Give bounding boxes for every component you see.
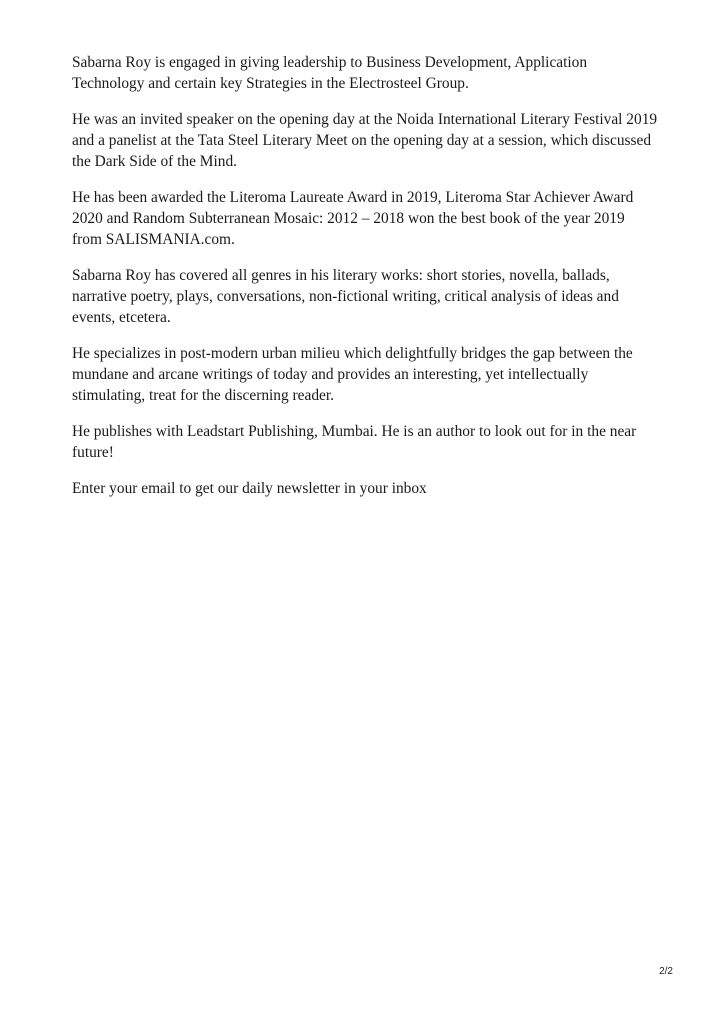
paragraph-awards: He has been awarded the Literoma Laureate Award in 2019, Literoma Star Achiever Award 2020 and Random Subterranean Mosaic: 2012 – 2018 won the best book of the year 2019 from SALISMANIA.com. bbox=[72, 189, 634, 248]
paragraph-publisher: He publishes with Leadstart Publishing, Mumbai. He is an author to look out for in the near future! bbox=[72, 423, 637, 461]
paragraph-specialization: He specializes in post-modern urban milieu which delightfully bridges the gap between the mundane and arcane writings of today and provides an interesting, yet intellectually stimulating, treat for the discerning reader. bbox=[72, 345, 633, 404]
article-body bbox=[72, 52, 658, 514]
page-number: 2/2 bbox=[659, 966, 673, 977]
paragraph-genres: Sabarna Roy has covered all genres in his literary works: short stories, novella, ballads, narrative poetry, plays, conversations, non-fictional writing, critical analysis of ideas and events, etcetera. bbox=[72, 267, 619, 326]
newsletter-prompt: Enter your email to get our daily newsletter in your inbox bbox=[72, 480, 427, 497]
paragraph-speaker: He was an invited speaker on the opening day at the Noida International Literary Festival 2019 and a panelist at the Tata Steel Literary Meet on the opening day at a session, which discussed the Dark Side of the Mind. bbox=[72, 111, 658, 170]
paragraph-role: Sabarna Roy is engaged in giving leadership to Business Development, Application Technology and certain key Strategies in the Electrosteel Group. bbox=[72, 54, 588, 92]
